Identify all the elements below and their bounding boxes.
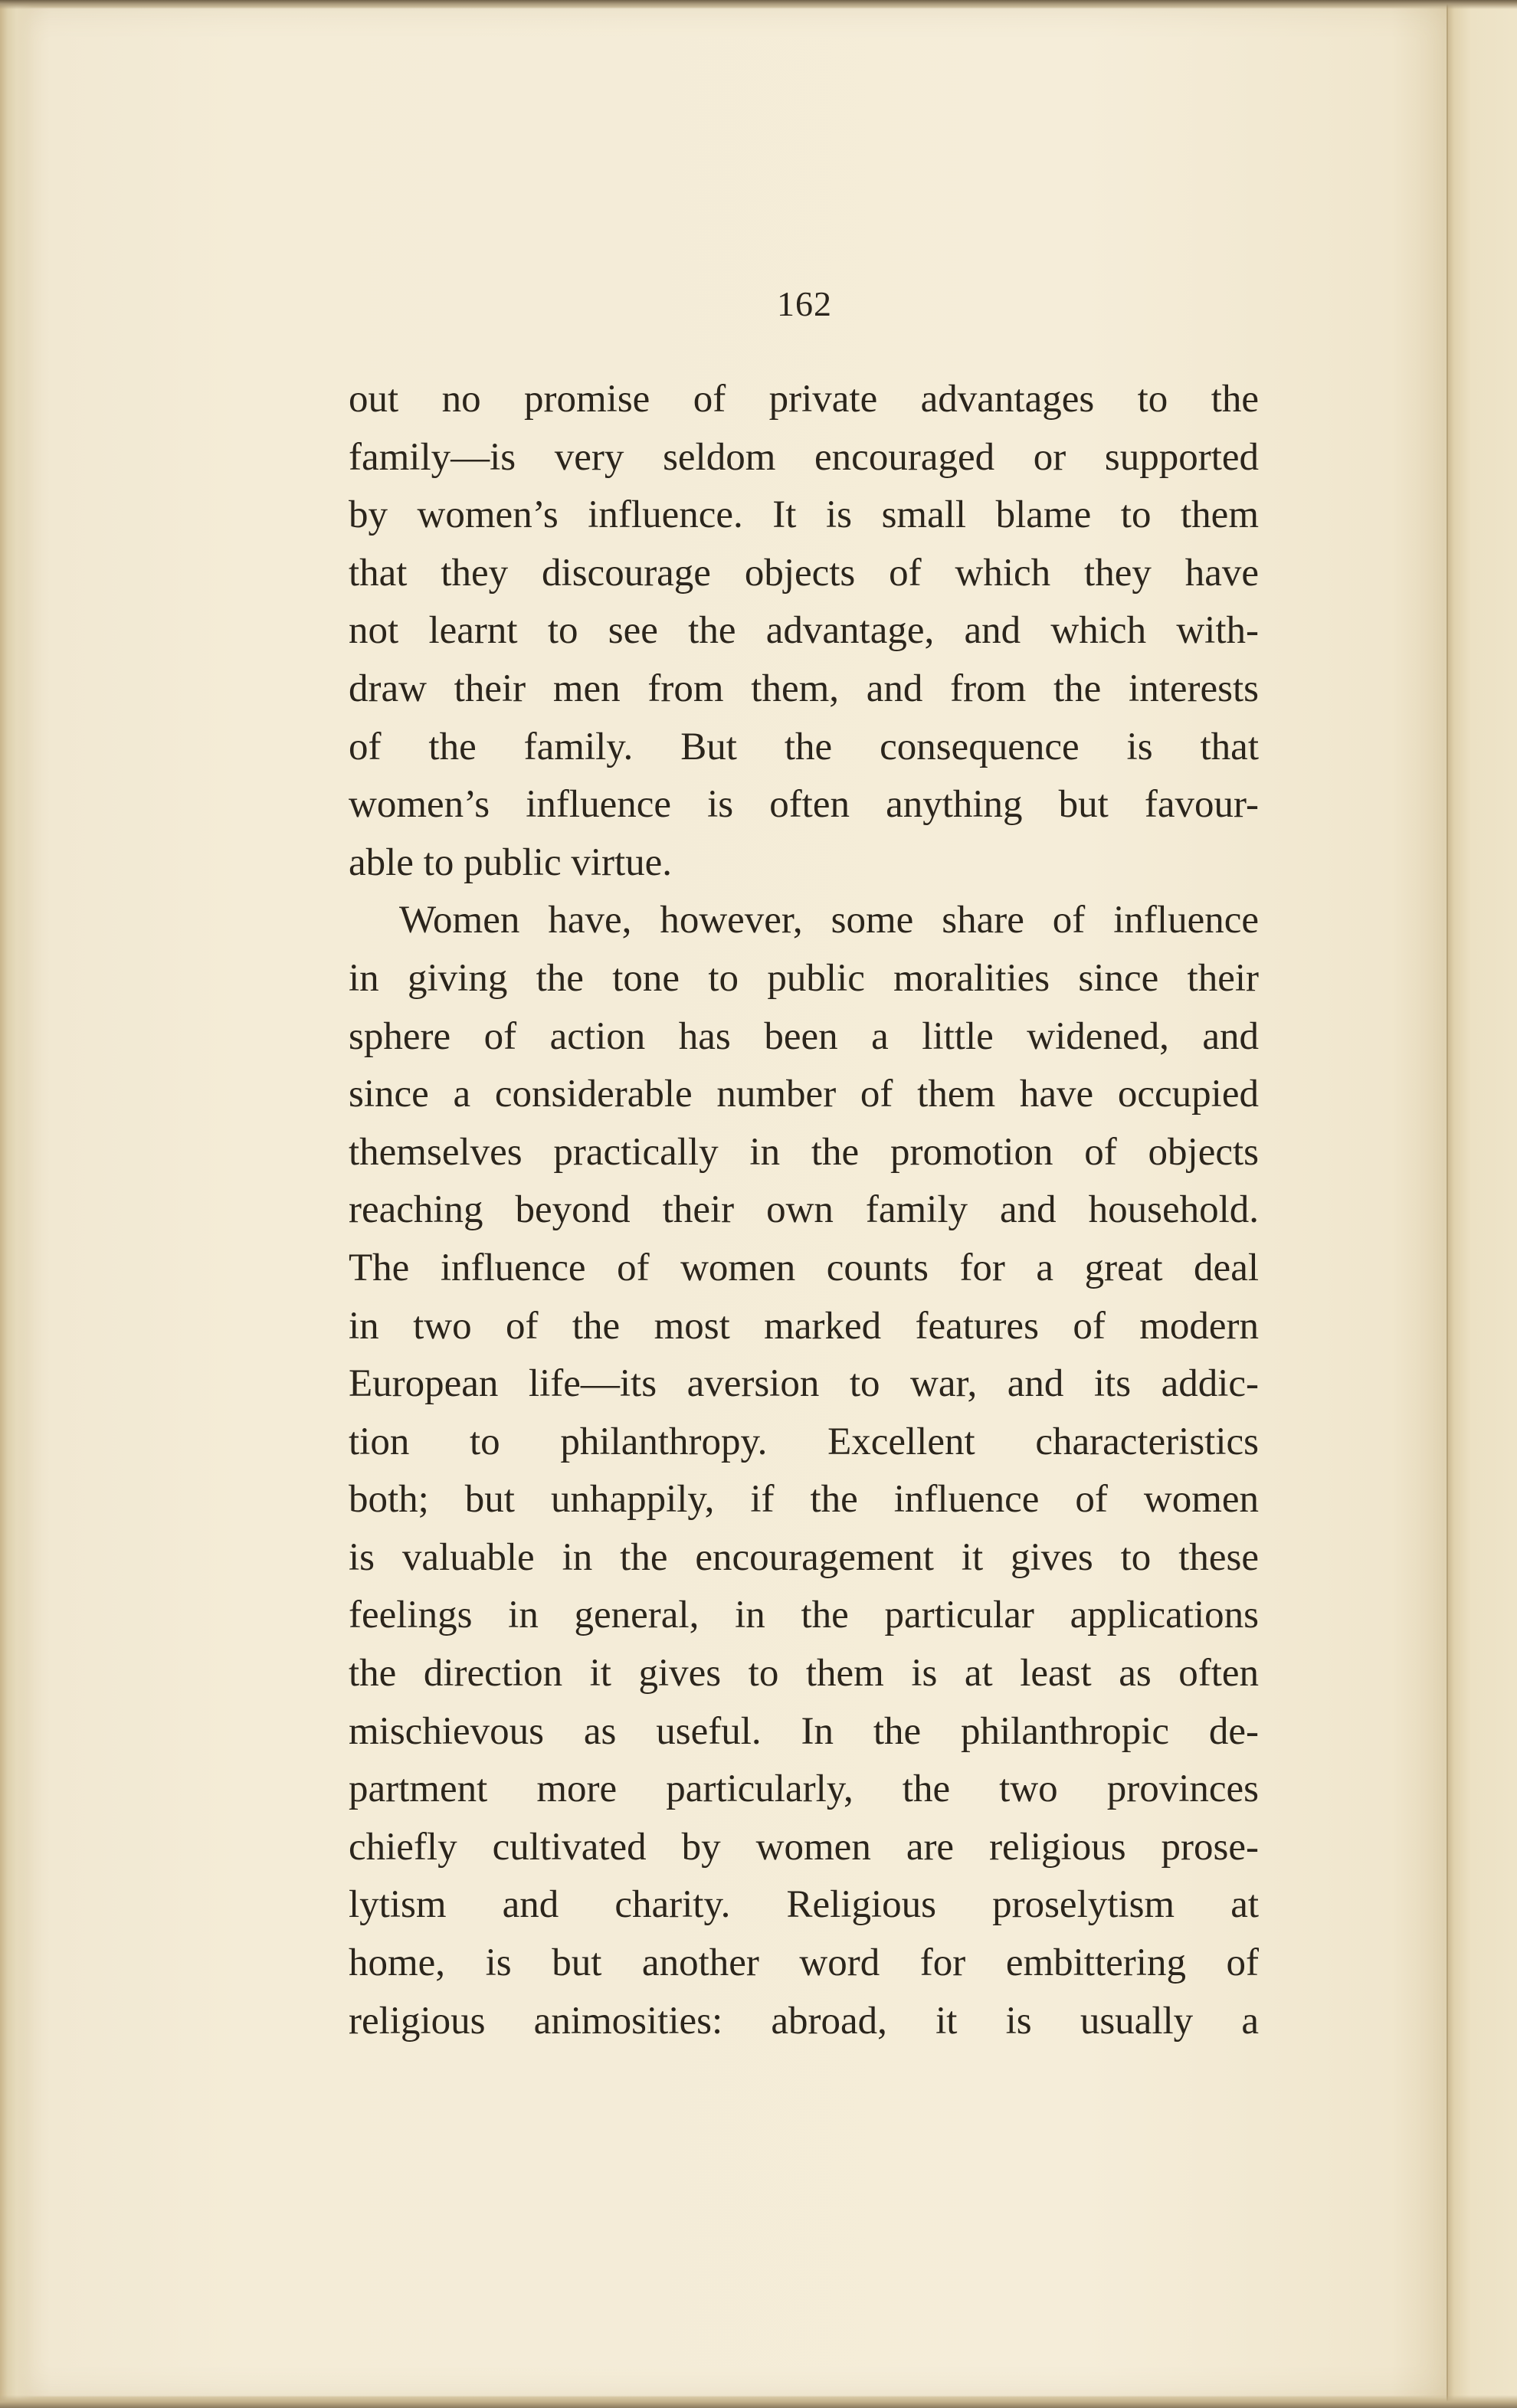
text-line: home, is but another word for embittering of xyxy=(349,1941,1259,1985)
body-text xyxy=(349,371,1259,2050)
page-left-edge xyxy=(0,0,34,2408)
text-line: family—is very seldom encouraged or supported xyxy=(349,435,1259,479)
text-line: since a considerable number of them have occupied xyxy=(349,1073,1259,1116)
page-right-edge xyxy=(1447,0,1517,2408)
text-line: feelings in general, in the particular applications xyxy=(349,1594,1259,1637)
text-line: European life—its aversion to war, and its addic- xyxy=(349,1362,1259,1406)
text-line: both; but unhappily, if the influence of women xyxy=(349,1478,1259,1522)
text-line: not learnt to see the advantage, and which with- xyxy=(349,609,1259,653)
text-line: the direction it gives to them is at least as often xyxy=(349,1652,1259,1695)
text-line: draw their men from them, and from the interests xyxy=(349,667,1259,710)
text-line: women’s influence is often anything but favour- xyxy=(349,783,1259,827)
page-top-edge xyxy=(0,0,1517,9)
page-number: 162 xyxy=(777,284,832,323)
text-line: that they discourage objects of which they have xyxy=(349,551,1259,595)
text-line: in giving the tone to public moralities since their xyxy=(349,956,1259,1000)
text-line: reaching beyond their own family and household. xyxy=(349,1188,1259,1232)
text-line: partment more particularly, the two provinces xyxy=(349,1768,1259,1811)
text-line: out no promise of private advantages to the xyxy=(349,378,1259,421)
text-line: is valuable in the encouragement it gives to these xyxy=(349,1535,1259,1579)
text-line: sphere of action has been a little widened, and xyxy=(349,1014,1259,1058)
text-line: themselves practically in the promotion of objects xyxy=(349,1130,1259,1174)
text-line: by women’s influence. It is small blame to them xyxy=(349,493,1259,537)
paragraph-end-line: able to public virtue. xyxy=(349,840,673,884)
text-line: The influence of women counts for a great deal xyxy=(349,1246,1259,1289)
text-line: in two of the most marked features of modern xyxy=(349,1304,1259,1348)
text-line: tion to philanthropy. Excellent characteristics xyxy=(349,1420,1259,1463)
page-bottom-edge xyxy=(0,2395,1517,2408)
text-line: chiefly cultivated by women are religious prose- xyxy=(349,1825,1259,1869)
text-line: mischievous as useful. In the philanthropic de- xyxy=(349,1709,1259,1753)
paragraph-start-line: Women have, however, some share of influence xyxy=(399,899,1259,942)
text-line: lytism and charity. Religious proselytism at xyxy=(349,1883,1259,1927)
text-line: religious animosities: abroad, it is usually a xyxy=(349,1999,1259,2043)
text-line: of the family. But the consequence is that xyxy=(349,725,1259,768)
